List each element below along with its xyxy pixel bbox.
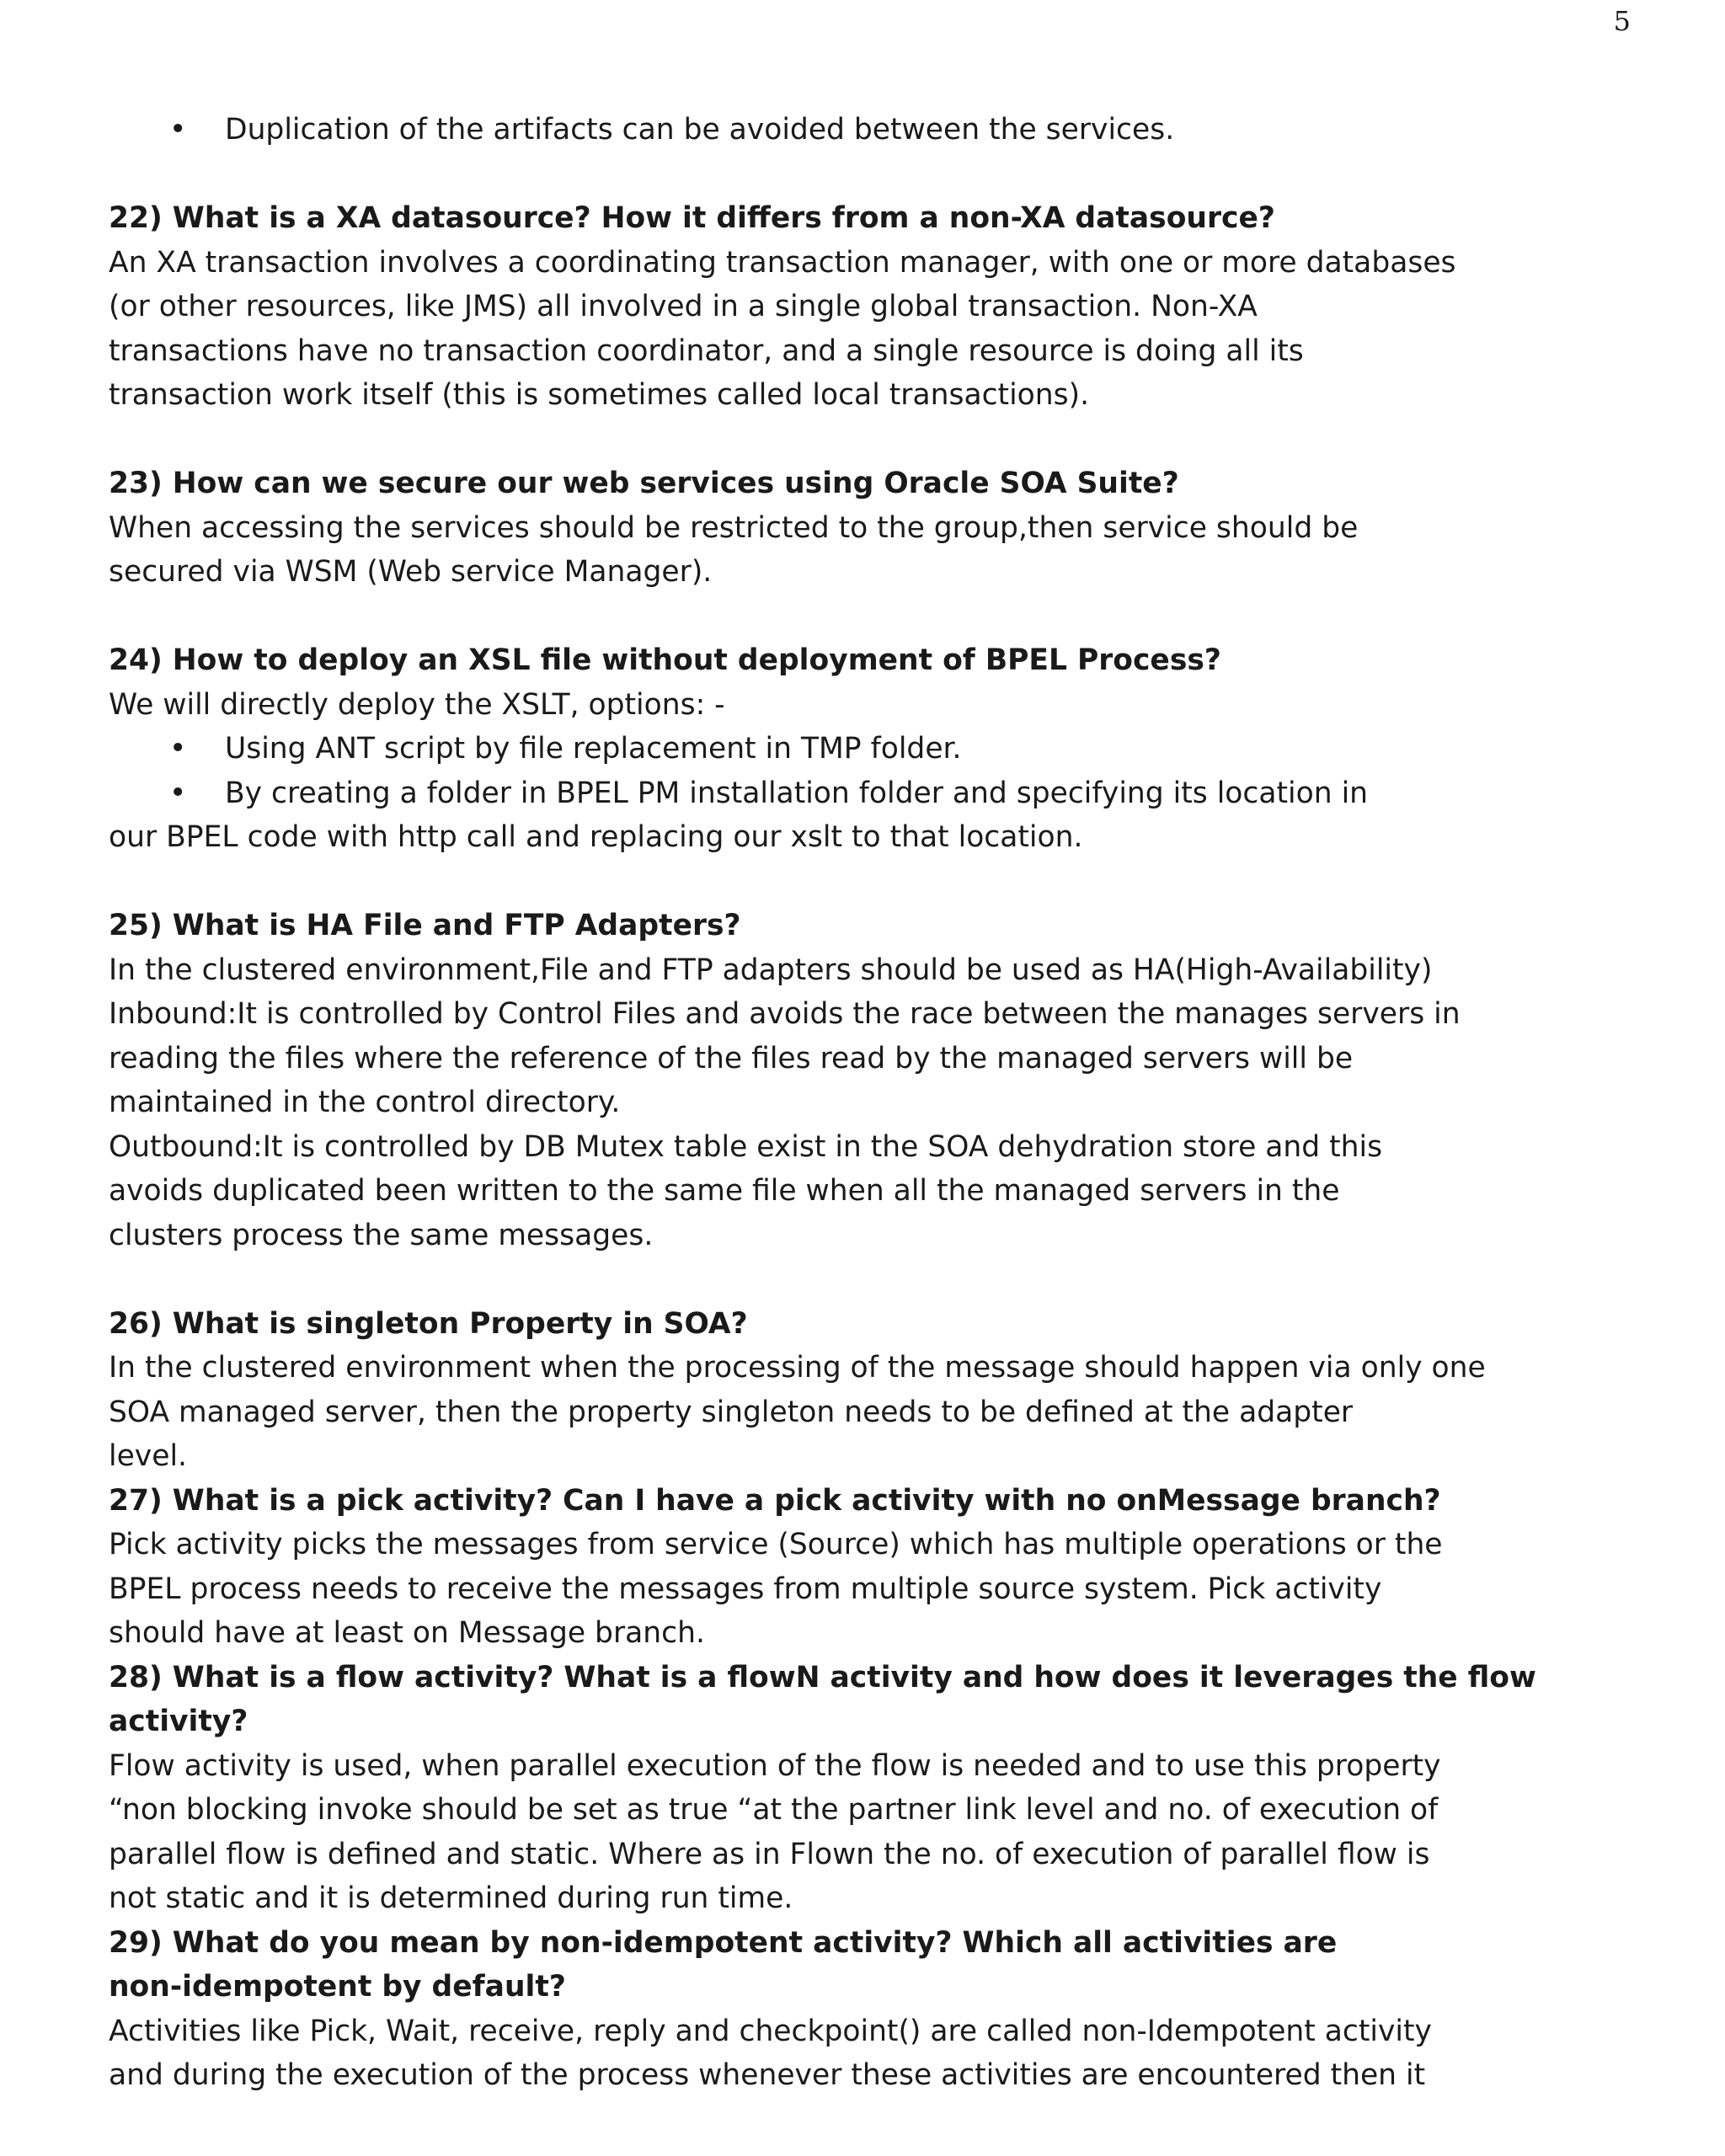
answer-text-line: transactions have no transaction coordinator, and a single resource is doing all its <box>109 334 1304 368</box>
question-heading: 28) What is a flow activity? What is a flowN activity and how does it leverages the flow <box>109 1660 1536 1694</box>
answer-text-line: Outbound:It is controlled by DB Mutex table exist in the SOA dehydration store and this <box>109 1129 1383 1164</box>
answer-text-line: not static and it is determined during run time. <box>109 1881 793 1915</box>
answer-text-line: should have at least on Message branch. <box>109 1616 705 1650</box>
question-heading: 24) How to deploy an XSL file without deployment of BPEL Process? <box>109 643 1221 677</box>
answer-text-line: In the clustered environment when the processing of the message should happen via only one <box>109 1351 1486 1385</box>
question-heading: activity? <box>109 1705 248 1738</box>
answer-text-line: Flow activity is used, when parallel execution of the flow is needed and to use this property <box>109 1748 1441 1783</box>
answer-text-line: clusters process the same messages. <box>109 1218 654 1252</box>
answer-text-line: level. <box>109 1439 188 1473</box>
answer-text-line: When accessing the services should be restricted to the group,then service should be <box>109 510 1359 545</box>
answer-text-line: reading the files where the reference of the files read by the managed servers will be <box>109 1041 1354 1075</box>
question-heading: non-idempotent by default? <box>109 1970 566 2004</box>
document-body <box>109 108 1616 2098</box>
question-heading: 23) How can we secure our web services using Oracle SOA Suite? <box>109 467 1179 500</box>
answer-text-line: parallel flow is defined and static. Where as in Flown the no. of execution of parallel flow is <box>109 1837 1430 1871</box>
answer-text-line: In the clustered environment,File and FTP adapters should be used as HA(High-Availability) <box>109 953 1433 987</box>
answer-text-line: and during the execution of the process whenever these activities are encountered then it <box>109 2058 1426 2092</box>
answer-text-line: secured via WSM (Web service Manager). <box>109 555 713 589</box>
paragraph-spacer <box>109 418 1616 462</box>
answer-text-line: Pick activity picks the messages from service (Source) which has multiple operations or the <box>109 1528 1443 1561</box>
answer-text-line: BPEL process needs to receive the messages from multiple source system. Pick activity <box>109 1572 1382 1606</box>
bullet-item: • Using ANT script by file replacement in TMP folder. <box>109 727 1616 771</box>
paragraph-spacer <box>109 860 1616 905</box>
answer-text-line: SOA managed server, then the property singleton needs to be defined at the adapter <box>109 1395 1354 1429</box>
answer-text-line: Activities like Pick, Wait, receive, reply and checkpoint() are called non-Idempotent activity <box>109 2014 1432 2048</box>
paragraph-spacer <box>109 595 1616 639</box>
paragraph-spacer <box>109 152 1616 197</box>
answer-text-line: avoids duplicated been written to the same file when all the managed servers in the <box>109 1174 1340 1208</box>
question-heading: 26) What is singleton Property in SOA? <box>109 1306 748 1341</box>
answer-text-line: We will directly deploy the XSLT, options: - <box>109 687 725 722</box>
question-heading: 27) What is a pick activity? Can I have a pick activity with no onMessage branch? <box>109 1483 1441 1518</box>
answer-text-line: (or other resources, like JMS) all involved in a single global transaction. Non-XA <box>109 290 1258 323</box>
answer-text-line: “non blocking invoke should be set as true “at the partner link level and no. of execution of <box>109 1793 1439 1827</box>
question-heading: 22) What is a XA datasource? How it differs from a non-XA datasource? <box>109 201 1275 235</box>
answer-text-line: transaction work itself (this is sometimes called local transactions). <box>109 378 1090 412</box>
paragraph-spacer <box>109 1257 1616 1302</box>
bullet-item: • By creating a folder in BPEL PM installation folder and specifying its location in <box>109 771 1616 816</box>
page-number: 5 <box>1613 5 1631 37</box>
answer-text-line: Inbound:It is controlled by Control Files and avoids the race between the manages servers in <box>109 997 1461 1031</box>
question-heading: 29) What do you mean by non-idempotent activity? Which all activities are <box>109 1925 1338 1960</box>
answer-text-line: maintained in the control directory. <box>109 1086 621 1119</box>
answer-text-line: An XA transaction involves a coordinating transaction manager, with one or more databases <box>109 245 1456 280</box>
bullet-item: • Duplication of the artifacts can be avoided between the services. <box>109 108 1616 152</box>
question-heading: 25) What is HA File and FTP Adapters? <box>109 909 741 942</box>
answer-text-line: our BPEL code with http call and replacing our xslt to that location. <box>109 820 1083 854</box>
